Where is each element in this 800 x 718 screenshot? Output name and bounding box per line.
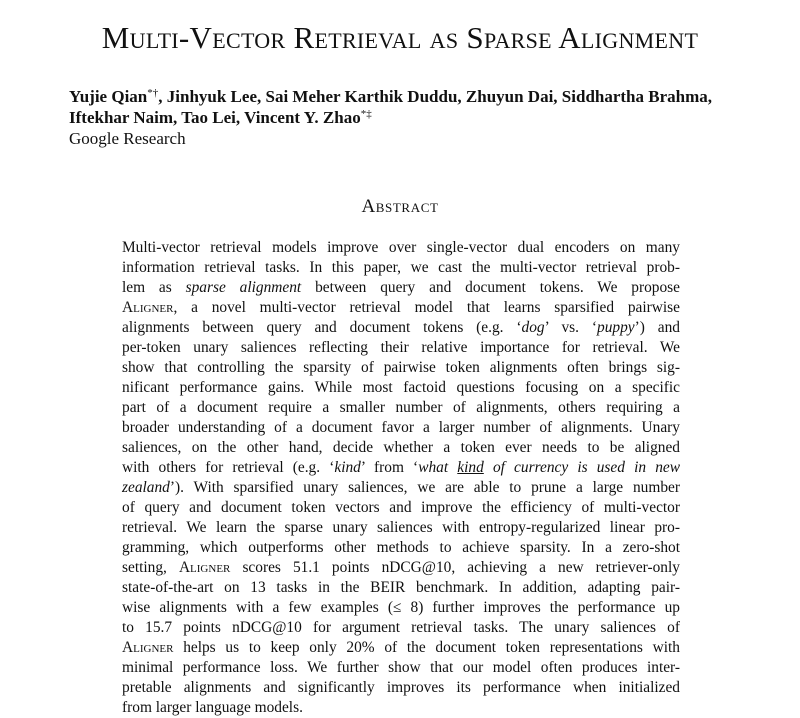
text-run: lem as [122,279,172,296]
abstract-line: show that controlling the sparsity of pairwise token alignments often brings sig- [122,359,680,376]
emphasis: of currency is used in new [492,459,680,476]
author-list-line-1: , Jinhyuk Lee, Sai Meher Karthik Duddu, Zhuyun Dai, Siddhartha Brahma, [158,87,713,106]
author-first-marks: *† [147,87,159,99]
text-run: between query and document tokens. We propose [315,279,681,296]
text-run: helps us to keep only 20% of the document token representations with [183,639,680,656]
text-run: setting, [122,559,167,576]
emphasis: kind [334,459,361,476]
text-run: ’ vs. ‘ [544,319,598,336]
abstract-line: retrieval. We learn the sparse unary saliences with entropy-regularized linear pro- [122,519,680,536]
model-name: Aligner [178,559,231,576]
abstract-line [122,278,680,298]
abstract-line: to 15.7 points nDCG@10 for argument retrieval tasks. The unary saliences of [122,619,680,636]
emphasis-underlined: kind [457,459,484,476]
abstract-line: Multi-vector retrieval models improve over single-vector dual encoders on many [122,239,680,256]
abstract-line: gramming, which outperforms other methods to achieve sparsity. In a zero-shot [122,539,680,556]
text-run: alignments between query and document tokens (e.g. ‘ [122,319,522,336]
text-run: ’) and [634,319,680,336]
abstract-line: minimal performance loss. We further show that our model often produces inter- [122,659,680,676]
author-block [69,86,749,149]
text-run: ’ from ‘ [360,459,419,476]
abstract-line: part of a document require a smaller number of alignments, others requiring a [122,399,680,416]
model-name: Aligner [122,299,174,316]
emphasis: puppy [597,319,635,336]
abstract-body [122,238,680,718]
abstract-line: state-of-the-art on 13 tasks in the BEIR benchmark. In addition, adapting pair- [122,579,680,596]
text-run: , a novel multi-vector retrieval model that learns sparsified pairwise [173,299,680,316]
affiliation: Google Research [69,129,186,148]
abstract-line: nificant performance gains. While most factoid questions focusing on a specific [122,379,680,396]
abstract-line: broader understanding of a document favor a larger number of alignments. Unary [122,419,680,436]
author-last-marks: *‡ [360,108,372,120]
abstract-line: from larger language models. [122,699,303,716]
author-list-line-2: Iftekhar Naim, Tao Lei, Vincent Y. Zhao [69,108,361,127]
abstract-line: information retrieval tasks. In this paper, we cast the multi-vector retrieval prob- [122,259,680,276]
abstract-line [122,478,680,498]
emphasis: zealand [122,479,170,496]
author-first: Yujie Qian [69,87,148,106]
paper-title: Multi-Vector Retrieval as Sparse Alignment [101,20,699,55]
model-name: Aligner [122,639,174,656]
text-run: scores 51.1 points nDCG@10, achieving a new retriever-only [242,559,680,576]
text-run: ’). With sparsified unary saliences, we are able to prune a large number [169,479,680,496]
emphasis: what [418,459,449,476]
abstract-heading: Abstract [361,196,439,217]
emphasis: dog [521,319,545,336]
text-run: with others for retrieval (e.g. ‘ [122,459,335,476]
abstract-line: of query and document token vectors and improve the efficiency of multi-vector [122,499,680,516]
abstract-line [122,318,680,338]
abstract-line: per-token unary saliences reflecting their relative importance for retrieval. We [122,339,680,356]
abstract-line: pretable alignments and significantly improves its performance when initialized [122,679,680,696]
abstract-line: saliences, on the other hand, decide whether a token ever needs to be aligned [122,439,680,456]
emphasis: sparse alignment [185,279,302,296]
abstract-line [122,638,680,658]
abstract-line [122,558,680,578]
abstract-line [122,298,680,318]
abstract-line: wise alignments with a few examples (≤ 8) further improves the performance up [122,599,680,616]
abstract-line [122,458,680,478]
